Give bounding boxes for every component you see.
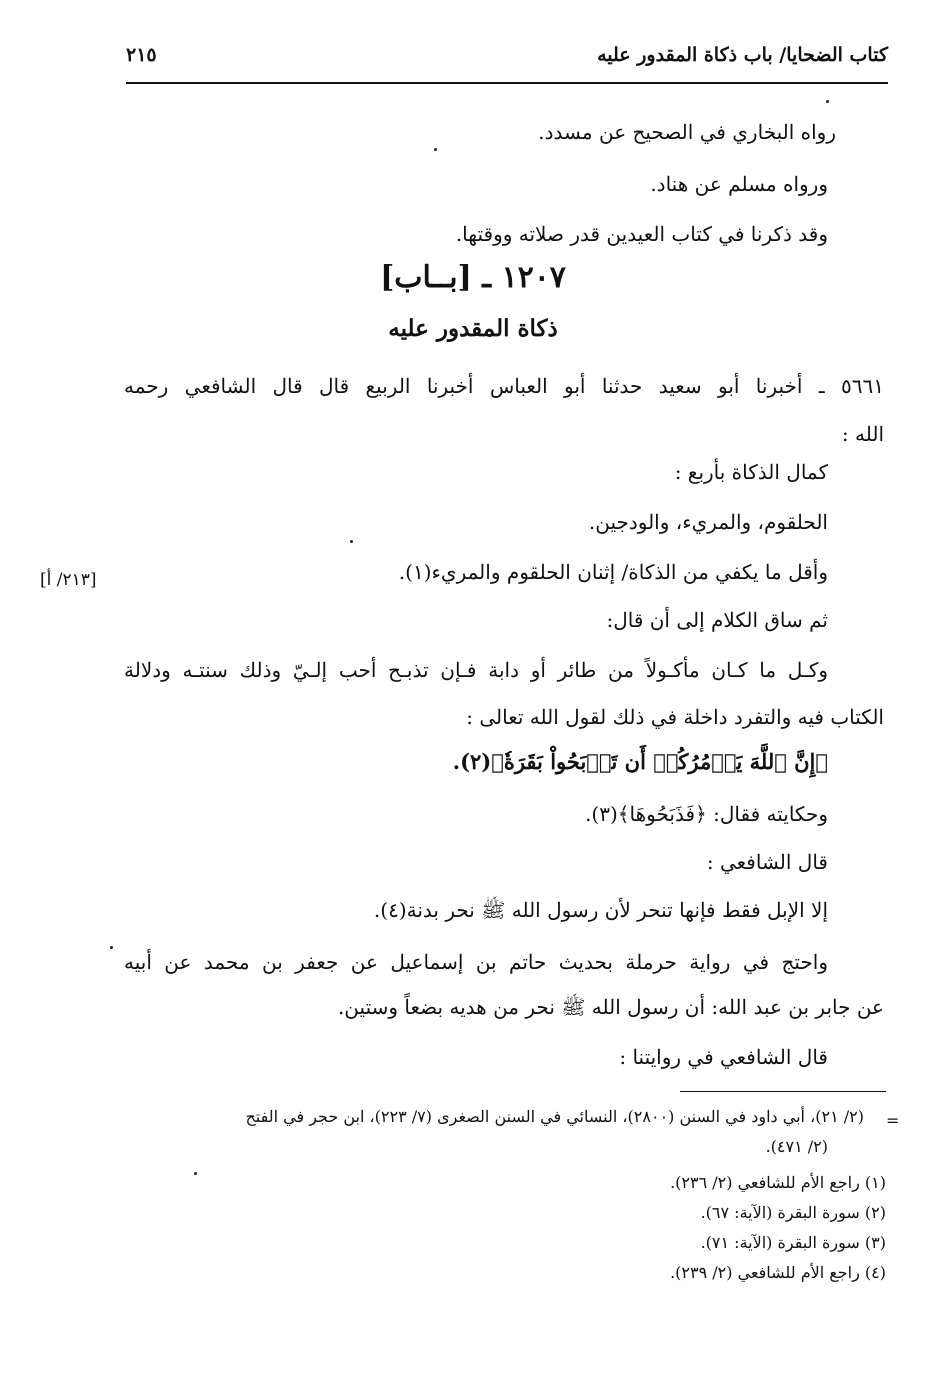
chapter-number: ١٢٠٧ ـ [بــاب] xyxy=(380,260,566,295)
footnote-item: (٣) سورة البقرة (الآية: ٧١). xyxy=(700,1233,886,1252)
scan-speck xyxy=(434,148,437,151)
scan-speck xyxy=(194,1172,197,1175)
scan-speck xyxy=(110,946,113,949)
body-line-3: وقد ذكرنا في كتاب العيدين قدر صلاته ووقتها. xyxy=(455,222,828,246)
hadith-line-7: وكـل ما كـان مأكـولاً من طائر أو دابة فـإن تذبـح أحب إلـيّ وذلك سنتـه ودلالة xyxy=(124,658,828,682)
footnote-continuation-line-2: (٢/ ٤٧١). xyxy=(765,1137,828,1156)
hadith-line-11: قال الشافعي : xyxy=(706,850,828,874)
hadith-line-5: وأقل ما يكفي من الذكاة/ إثنان الحلقوم والمريء(١). xyxy=(398,560,828,584)
running-header xyxy=(126,44,888,78)
hadith-line-8: الكتاب فيه والتفرد داخلة في ذلك لقول الله تعالى : xyxy=(466,705,884,729)
hadith-line-15: قال الشافعي في روايتنا : xyxy=(619,1045,828,1069)
hadith-line-2: الله : xyxy=(841,422,884,446)
hadith-line-10: وحكايته فقال: ﴿فَذَبَحُوهَا﴾(٣). xyxy=(585,802,828,826)
footnote-continuation-line-1: (٢/ ٢١)، أبي داود في السنن (٢٨٠٠)، النسائي في السنن الصغرى (٧/ ٢٢٣)، ابن حجر في الفتح xyxy=(245,1107,864,1126)
footnote-divider xyxy=(680,1091,886,1092)
page-number: ٢١٥ xyxy=(126,44,157,66)
hadith-line-1: ٥٦٦١ ـ أخبرنا أبو سعيد حدثنا أبو العباس أخبرنا الربيع قال قال الشافعي رحمه xyxy=(124,374,884,398)
hadith-line-4: الحلقوم، والمريء، والودجين. xyxy=(588,510,828,534)
hadith-line-13: واحتج في رواية حرملة بحديث حاتم بن إسماعيل عن جعفر بن محمد عن أبيه xyxy=(124,950,828,974)
body-line-2: ورواه مسلم عن هناد. xyxy=(650,172,828,196)
header-title: كتاب الضحايا/ باب ذكاة المقدور عليه xyxy=(597,44,888,66)
hadith-line-3: كمال الذكاة بأربع : xyxy=(674,460,828,484)
scan-speck xyxy=(350,540,353,543)
hadith-line-14: عن جابر بن عبد الله: أن رسول الله ﷺ نحر من هديه بضعاً وستين. xyxy=(337,995,884,1019)
header-divider xyxy=(126,82,888,84)
footnote-item: (٤) راجع الأم للشافعي (٢/ ٢٣٩). xyxy=(670,1263,886,1282)
footnote-continuation-mark: = xyxy=(886,1111,900,1130)
footnote-item: (٢) سورة البقرة (الآية: ٦٧). xyxy=(700,1203,886,1222)
chapter-title: ذكاة المقدور عليه xyxy=(388,315,558,342)
body-line-1: رواه البخاري في الصحيح عن مسدد. xyxy=(538,120,836,144)
hadith-line-12: إلا الإبل فقط فإنها تنحر لأن رسول الله ﷺ نحر بدنة(٤). xyxy=(373,898,828,922)
footnote-item: (١) راجع الأم للشافعي (٢/ ٢٣٦). xyxy=(670,1173,886,1192)
hadith-line-6: ثم ساق الكلام إلى أن قال: xyxy=(606,608,828,632)
margin-folio-reference: [٢١٣/ أ] xyxy=(40,570,97,590)
scan-speck xyxy=(826,100,829,103)
quran-verse-line: ﴿إِنَّ ٱللَّهَ يَأۡمُرُكُمۡ أَن تَذۡبَحُواْ بَقَرَةٗ﴾(٢). xyxy=(452,749,828,774)
